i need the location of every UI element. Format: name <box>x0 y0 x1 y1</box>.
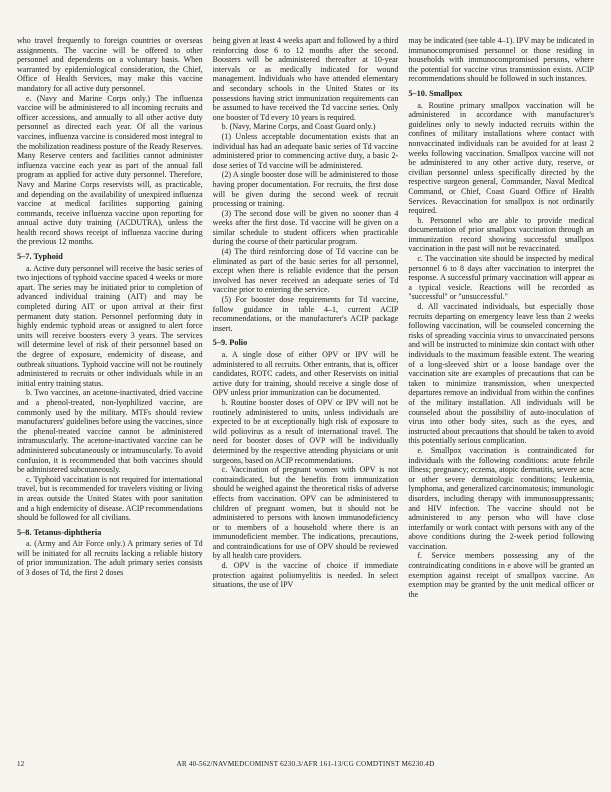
paragraph: d. OPV is the vaccine of choice if immediate protection against poliomyelitis is needed. In select situations, the use of IPV <box>212 561 399 590</box>
section-heading: 5–8. Tetanus-diphtheria <box>17 527 102 537</box>
paragraph: may be indicated (see table 4–1). IPV may be indicated in immunocompromised personnel or those residing in households with immunocompromised persons, where the potential for vaccine virus transmission exists. ACIP recommendations should be followed in such instances. <box>408 36 594 84</box>
paragraph: b. Two vaccines, an acetone-inactivated, dried vaccine and a phenol-treated, non-lyophilized vaccine, are commonly used by the military. MTFs should review manufacturers' guidelines before using the vaccines, since the phenol-treated vaccine cannot be administered intramuscularly. The acetone-inactivated vaccine can be administered subcutaneously or intramuscularly. To avoid confusion, it is recommended that both vaccines should be administered subcutaneously. <box>17 388 203 475</box>
paragraph: e. (Navy and Marine Corps only.) The influenza vaccine will be administered to all incoming recruits and officer accessions, and annually to all other active duty personnel as directed each year. Of all the various vaccines, influenza vaccine is considered most integral to the mobilization readiness posture of the Ready Reserves. Many Reserve centers and facilities cannot administer influenza vaccine each year as part of the annual fall program as applied for active duty personnel. Therefore, Navy and Marine Corps reservists will, as practicable, and depending on the availability of unexpired influenza vaccine at medical facilities supporting gaining commands, receive influenza vaccine upon reporting for annual active duty training (ACDUTRA), unless the health record shows receipt of influenza vaccine during the previous 12 months. <box>17 93 203 247</box>
section-heading: 5–9. Polio <box>212 338 248 348</box>
paragraph: (4) The third reinforcing dose of Td vaccine can be eliminated as part of the basic series for all personnel, except when there is reliable evidence that the person involved has never received an adequate series of Td vaccine prior to entering the service. <box>212 247 399 295</box>
paragraph: b. Personnel who are able to provide medical documentation of prior smallpox vaccination through an immunization record showing successful smallpox vaccination in the past will not be revaccinated. <box>408 215 594 254</box>
paragraph: (1) Unless acceptable documentation exists that an individual has had an adequate basic series of Td vaccine administered prior to commencing active duty, a basic 2-dose series of Td vaccine will be administered. <box>212 131 399 170</box>
paragraph: a. (Army and Air Force only.) A primary series of Td will be initiated for all recruits lacking a reliable history of prior immunization. The adult primary series consists of 3 doses of Td, the first 2 doses <box>17 539 203 578</box>
paragraph: (5) For booster dose requirements for Td vaccine, follow guidance in table 4–1, current ACIP recommendations, or the manufacturer's ACIP package insert. <box>212 295 399 333</box>
text-column-2 <box>213 36 399 754</box>
document-id: AR 40-562/NAVMEDCOMINST 6230.3/AFR 161-13/CG COMDTINST M6230.4D <box>176 760 435 768</box>
paragraph: who travel frequently to foreign countries or overseas assignments. The vaccine will be offered to other personnel and dependents on a voluntary basis. When warranted by epidemiological consideration, the Chief, Office of Health Services, may make this vaccine mandatory for all active duty personnel. <box>17 36 203 93</box>
text-column-1 <box>17 36 203 754</box>
paragraph: a. Active duty personnel will receive the basic series of two injections of typhoid vaccine spaced 4 weeks or more apart. The series may be initiated prior to completion of advanced individual training (AIT) and may be completed during AIT or upon arrival at their first permanent duty station. Personnel performing duty in highly endemic typhoid areas or assigned to alert force units will receive boosters every 3 years. The services will determine level of risk of their personnel based on the degree of exposure, endemicity of disease, and outbreak situations. Typhoid vaccine will not be routinely administered to recruits or other individuals while in an initial entry training status. <box>17 263 203 388</box>
paragraph: d. All vaccinated individuals, but especially those recruits departing on emergency leave less than 2 weeks following vaccination, will be counseled concerning the risks of spreading vaccinia virus to unvaccinated persons and will be instructed to minimize skin contact with other individuals to the maximum feasible extent. The wearing of a long-sleeved shirt or a loose bandage over the vaccination site are examples of precautions that can be taken to minimize transmission, when unexpected departures remove an individual from within the confines of the military installation. All individuals will be counseled about the possibility of auto-inoculation of virus into other body sites, such as the eyes, and instructed about precautions that should be taken to avoid this potentially serious complication. <box>408 302 594 446</box>
paragraph: a. A single dose of either OPV or IPV will be administered to all recruits. Other entrants, that is, officer candidates, ROTC cadets, and other Reservists on initial active duty for training, should receive a single dose of OPV unless prior immunization can be documented. <box>212 350 399 398</box>
section-heading: 5–7. Typhoid <box>17 252 63 262</box>
paragraph: f. Service members possessing any of the contraindicating conditions in e above will be granted an exemption against receipt of smallpox vaccine. An exemption may be granted by the unit medical officer or the <box>408 551 594 599</box>
paragraph: c. Vaccination of pregnant women with OPV is not contraindicated, but the benefits from immunization should be weighed against the theoretical risks of adverse effects from vaccination. OPV can be administered to children of pregnant women, but it should not be administered to persons with known immunodeficiency or to members of a household where there is an immunodeficient member. The indications, precautions, and contraindications for use of OPV should be reviewed by all health care providers. <box>212 465 399 561</box>
paragraph: c. Typhoid vaccination is not required for international travel, but is recommended for travelers visiting or living in areas outside the United States with poor sanitation and a high endemicity of disease. ACIP recommendations should be followed for all civilians. <box>17 474 203 523</box>
paragraph: b. (Navy, Marine Corps, and Coast Guard only.) <box>221 122 376 132</box>
paragraph: e. Smallpox vaccination is contraindicated for individuals with the following conditions: acute febrile illness; pregnancy; eczema, atopic dermatitis, severe acne or other severe dermatologic conditions; leukemia, lymphoma, and generalized carcinomatosis; immunologic disorders, including therapy with immunosuppressants; and HIV infection. The vaccine should not be administered to any person who will have close interfamily or work contact with persons with any of the above conditions during the 2-week period following vaccination. <box>408 445 594 551</box>
paragraph: (2) A single booster dose will be administered to those having proper documentation. For recruits, the first dose will be given during the second week of recruit processing or training. <box>212 170 399 209</box>
page-number: 12 <box>17 760 25 768</box>
paragraph: a. Routine primary smallpox vaccination will be administered in accordance with manufacturer's guidelines only to newly inducted recruits within the confines of military installations where contact with nonvaccinated individuals can be avoided for at least 2 weeks following vaccination. Smallpox vaccine will not be administered to any other active duty, reserve, or civilian personnel unless specifically directed by the respective surgeon general, Commander, Naval Medical Command, or Chief, Coast Guard Office of Health Services. Revaccination for smallpox is not ordinarily required. <box>408 100 594 216</box>
paragraph: (3) The second dose will be given no sooner than 4 weeks after the first dose. Td vaccine will be given on a similar schedule to student officers when practicable during the course of their particular program. <box>212 208 399 247</box>
paragraph: c. The vaccination site should be inspected by medical personnel 6 to 8 days after vaccination to interpret the response. A successful primary vaccination will appear as a typical vesicle. Reactions will be recorded as "successful" or "unsuccessful." <box>408 254 594 302</box>
text-columns <box>17 36 594 754</box>
text-column-3 <box>408 36 594 754</box>
page-footer <box>17 760 594 768</box>
paragraph: being given at least 4 weeks apart and followed by a third reinforcing dose 6 to 12 months after the second. Boosters will be administered thereafter at 10-year intervals or as medically indicated for wound management. Individuals who have attended elementary and secondary schools in the United States or its possessions having strict immunization requirements can be assumed to have received the Td vaccine series. Only one booster of Td every 10 years is required. <box>212 36 399 122</box>
section-heading: 5–10. Smallpox <box>408 88 463 98</box>
paragraph: b. Routine booster doses of OPV or IPV will not be routinely administered to units, unless individuals are expected to be at exceptionally high risk of exposure to wild poliovirus as a result of international travel. The need for booster doses of OVP will be individually determined by the respective attending physicians or unit surgeons, based on ACIP recommendations. <box>212 397 399 465</box>
